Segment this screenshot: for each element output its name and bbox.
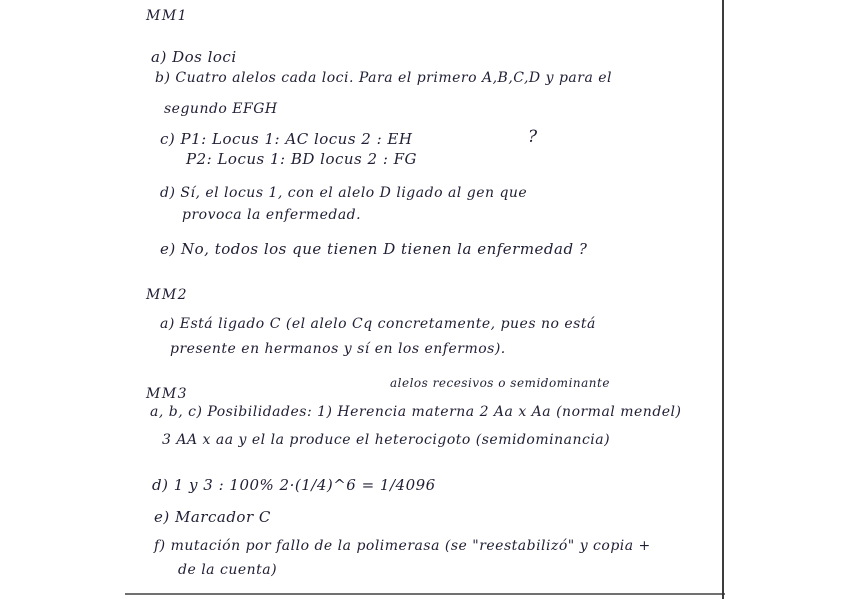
mm3-answer-d: d) 1 y 3 : 100% 2·(1/4)^6 = 1/4096 xyxy=(152,476,436,494)
mm1-answer-a: a) Dos loci xyxy=(151,48,237,66)
mm1-answer-d-line1: d) Sí, el locus 1, con el alelo D ligado al gen que xyxy=(160,185,528,201)
mm3-answer-abc-line1: a, b, c) Posibilidades: 1) Herencia materna 2 Aa x Aa (normal mendel) xyxy=(150,404,682,420)
mm3-margin-note: alelos recesivos o semidominante xyxy=(390,376,610,390)
page-margin-line xyxy=(722,0,724,599)
mm2-answer-a-line2: presente en hermanos y sí en los enfermos). xyxy=(170,341,506,357)
mm3-answer-f-line2: de la cuenta) xyxy=(178,562,278,578)
mm2-answer-a-line1: a) Está ligado C (el alelo Cq concretamente, pues no está xyxy=(160,316,596,332)
page-bottom-edge xyxy=(125,593,725,595)
section-heading-mm1: MM1 xyxy=(146,8,189,24)
mm3-answer-abc-line2: 3 AA x aa y el la produce el heterocigoto (semidominancia) xyxy=(162,432,611,448)
mm1-answer-b-line1: b) Cuatro alelos cada loci. Para el primero A,B,C,D y para el xyxy=(155,70,613,86)
section-heading-mm2: MM2 xyxy=(146,287,189,303)
mm1-answer-b-line2: segundo EFGH xyxy=(164,101,278,117)
mm1-answer-c-line1: c) P1: Locus 1: AC locus 2 : EH xyxy=(160,130,413,148)
mm1-answer-d-line2: provoca la enfermedad. xyxy=(182,207,362,223)
mm3-answer-f-line1: f) mutación por fallo de la polimerasa (se "reestabilizó" y copia + xyxy=(154,538,651,554)
mm1-answer-c-line2: P2: Locus 1: BD locus 2 : FG xyxy=(186,150,418,168)
mm1-question-mark-c: ? xyxy=(528,127,538,147)
section-heading-mm3: MM3 xyxy=(146,386,189,402)
mm3-answer-e: e) Marcador C xyxy=(154,508,271,526)
mm1-answer-e: e) No, todos los que tienen D tienen la enfermedad ? xyxy=(160,240,588,258)
